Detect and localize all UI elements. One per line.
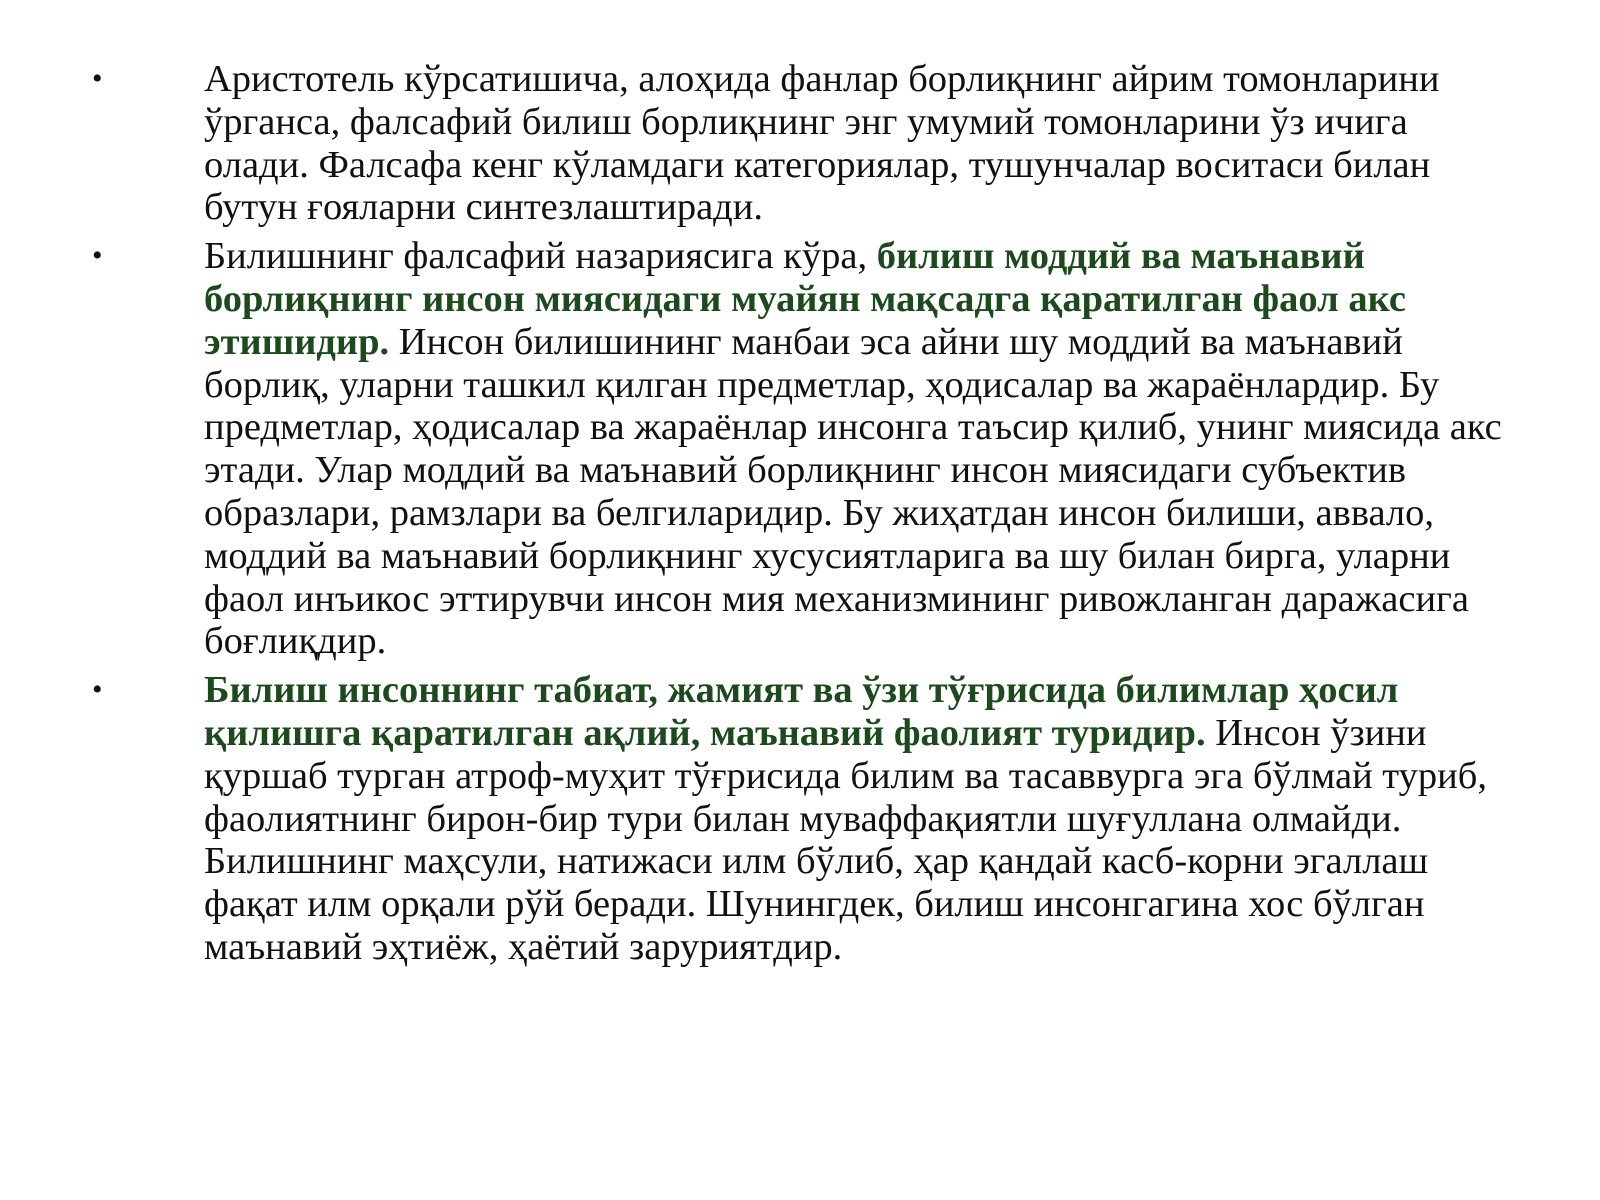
bullet-marker: •: [92, 239, 103, 273]
bullet-text-emphasis: Билиш инсоннинг табиат, жамият ва ўзи тўғрисида билимлар ҳосил қилишга қаратилган ақлий, маънавий фаолият туридир.: [204, 669, 1399, 754]
bullet-item-1: [92, 58, 1512, 229]
bullet-text-rest: Инсон билишининг манбаи эса айни шу моддий ва маънавий борлиқ, уларни ташкил қилган предметлар, ҳодисалар ва жараёнлардир. Бу предметлар, ҳодисалар ва жараёнлар инсонга таъсир қилиб, унинг миясида акс этади. Улар моддий ва маънавий борлиқнинг инсон миясидаги субъектив образлари, рамзлари ва белгиларидир. Бу жиҳатдан инсон билиши, аввало, моддий ва маънавий борлиқнинг хусусиятларига ва шу билан бирга, уларни фаол инъикос эттирувчи инсон мия механизмининг ривожланган даражасига боғлиқдир.: [204, 320, 1502, 663]
bullet-text-emphasis: билиш моддий ва маънавий борлиқнинг инсон миясидаги муайян мақсадга қаратилган фаол акс этишидир.: [204, 235, 1406, 363]
bullet-marker: •: [92, 673, 103, 707]
bullet-text: Аристотель кўрсатишича, алоҳида фанлар борлиқнинг айрим томонларини ўрганса, фалсафий билиш борлиқнинг энг умумий томонларини ўз ичига олади. Фалсафа кенг кўламдаги категориялар, тушунчалар воситаси билан бутун ғояларни синтезлаштиради.: [204, 58, 1440, 229]
bullet-list: [92, 58, 1512, 975]
bullet-marker: •: [92, 62, 103, 95]
bullet-text-rest: Инсон ўзини қуршаб турган атроф-муҳит тўғрисида билим ва тасаввурга эга бўлмай туриб, фаолиятнинг бирон-бир тури билан муваффақиятли шуғуллана олмайди. Билишнинг маҳсули, натижаси илм бўлиб, ҳар қандай касб-корни эгаллаш фақат илм орқали рўй беради. Шунингдек, билиш инсонгагина хос бўлган маънавий эҳтиёж, ҳаётий заруриятдир.: [204, 711, 1487, 968]
bullet-text-lead: Билишнинг фалсафий назариясига кўра,: [204, 235, 877, 278]
bullet-item-2: [92, 235, 1512, 663]
bullet-item-3: [92, 669, 1512, 969]
